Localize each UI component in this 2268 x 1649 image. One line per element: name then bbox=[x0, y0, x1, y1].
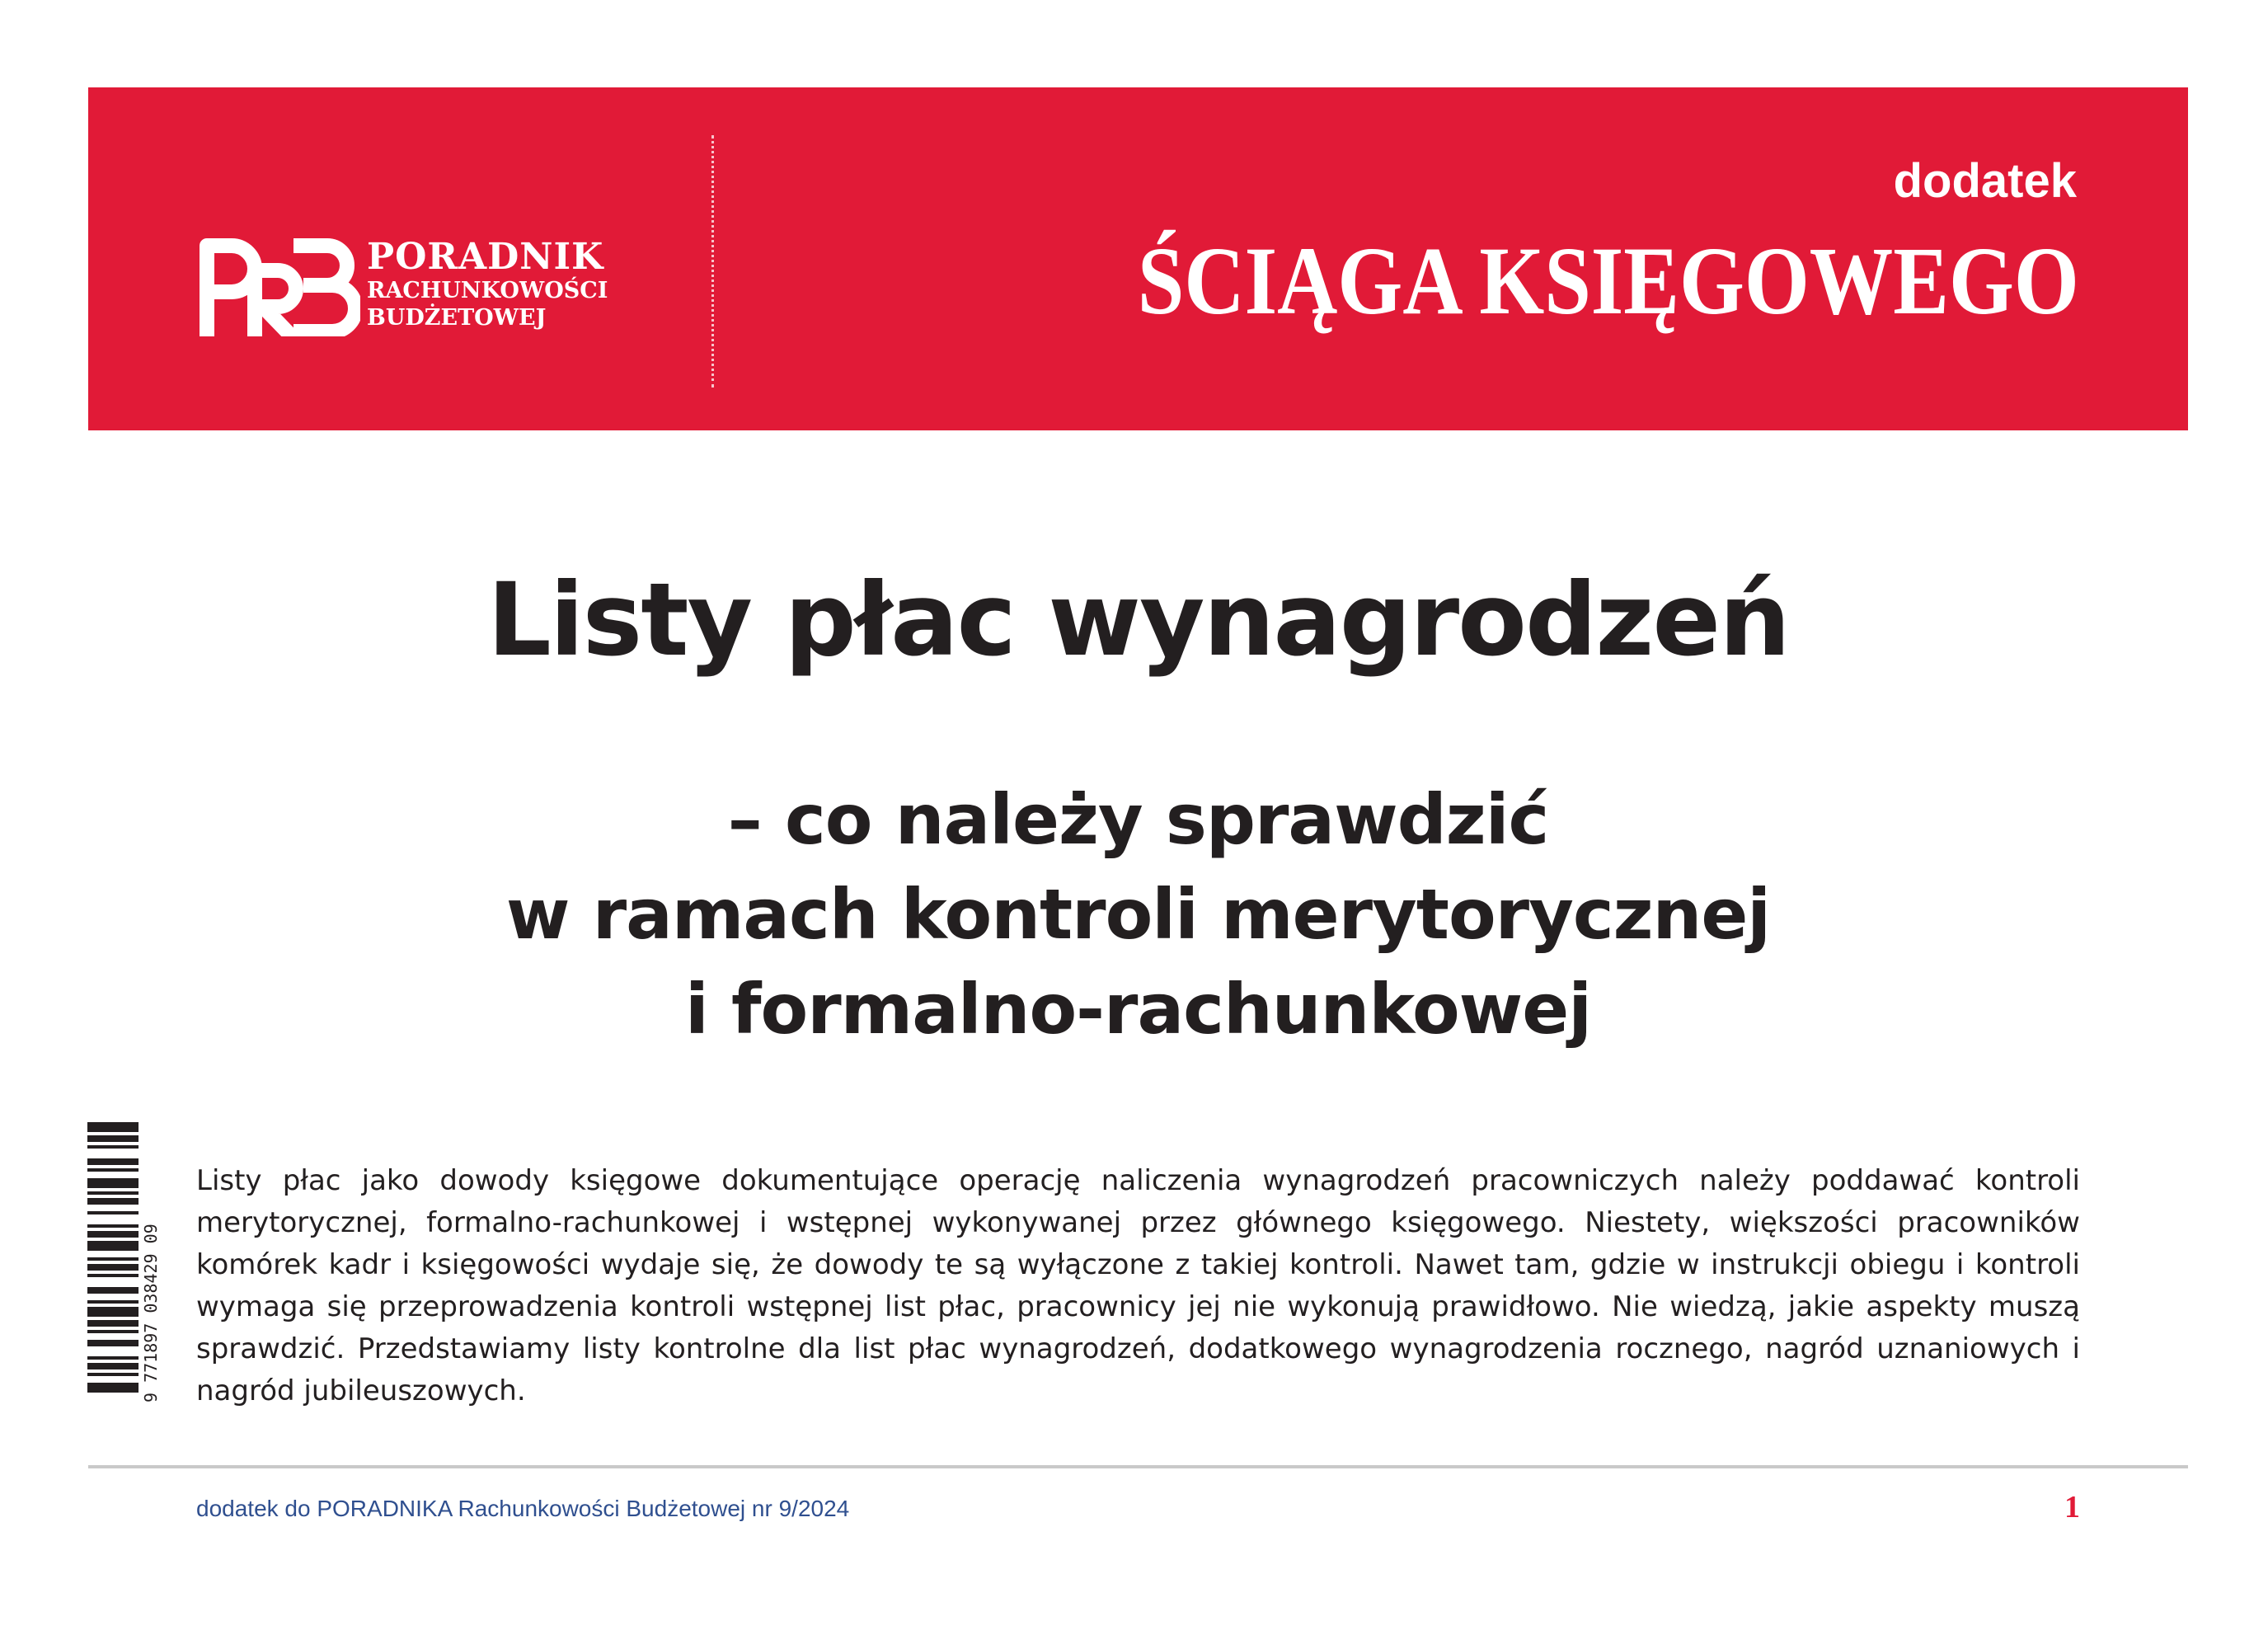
barcode-bar bbox=[87, 1340, 139, 1346]
barcode-bar bbox=[87, 1224, 139, 1228]
header-banner bbox=[88, 87, 2188, 430]
barcode-bar bbox=[87, 1191, 139, 1195]
headline-sub-2: w ramach kontroli merytorycznej bbox=[505, 874, 1771, 955]
logo-line-poradnik: PORADNIK bbox=[367, 236, 604, 278]
barcode-bar bbox=[87, 1383, 139, 1393]
page-number: 1 bbox=[2064, 1490, 2080, 1525]
supplement-label: dodatek bbox=[1893, 154, 2077, 208]
barcode-digits: 9 771897 038429 09 bbox=[141, 1224, 161, 1402]
barcode-bar bbox=[87, 1178, 139, 1188]
barcode-bar bbox=[87, 1300, 139, 1304]
logo-wordmark bbox=[367, 237, 608, 331]
barcode-bar bbox=[87, 1320, 139, 1327]
prb-logo-icon bbox=[195, 237, 360, 336]
logo-line-rachunkowosci: RACHUNKOWOŚCI bbox=[367, 278, 608, 303]
barcode-bar bbox=[87, 1356, 139, 1360]
barcode-bar bbox=[87, 1307, 139, 1317]
intro-paragraph: Listy płac jako dowody księgowe dokumentujące operację naliczenia wynagrodzeń pracowniczych należy poddawać kontroli merytorycznej, formalno-rachunkowej i wstępnej wykonywanej przez głównego księgowego. Niestety, większości pracowników komórek kadr i księgowości wydaje się, że dowody te są wyłączone z takiej kontroli. Nawet tam, gdzie w instrukcji obiegu i kontroli wymaga się przeprowadzenia kontroli wstępnej list płac, pracownicy jej nie wykonują prawidłowo. Nie wiedzą, jakie aspekty muszą sprawdzić. Przedstawiamy listy kontrolne dla list płac wynagrodzeń, dodatkowego wynagrodzenia rocznego, nagród uznaniowych i nagród jubileuszowych. bbox=[196, 1164, 2080, 1407]
barcode-bar bbox=[87, 1168, 139, 1172]
barcode-icon bbox=[84, 1119, 163, 1409]
barcode-bar bbox=[87, 1264, 139, 1271]
issn-barcode bbox=[84, 1119, 163, 1409]
barcode-bar bbox=[87, 1198, 139, 1205]
footer-publication: dodatek do PORADNIKA Rachunkowości Budżetowej nr 9/2024 bbox=[196, 1496, 850, 1521]
barcode-bar bbox=[87, 1135, 139, 1142]
barcode-bar bbox=[87, 1145, 139, 1149]
logo-line-budzetowej: BUDŻETOWEJ bbox=[367, 305, 547, 331]
footer-rule bbox=[88, 1465, 2188, 1468]
headline-sub-1: – co należy sprawdzić bbox=[727, 779, 1549, 860]
headline-main: Listy płac wynagrodzeń bbox=[487, 561, 1789, 679]
barcode-bar bbox=[87, 1330, 139, 1333]
barcode-bar bbox=[87, 1287, 139, 1294]
barcode-bar bbox=[87, 1122, 139, 1132]
barcode-bar bbox=[87, 1363, 139, 1369]
barcode-bar bbox=[87, 1373, 139, 1376]
barcode-bar bbox=[87, 1241, 139, 1251]
banner-divider bbox=[711, 135, 714, 388]
publisher-logo bbox=[195, 237, 690, 336]
barcode-bar bbox=[87, 1211, 139, 1214]
supplement-title: ŚCIĄGA KSIĘGOWEGO bbox=[1138, 227, 2079, 335]
headline-sub-3: i formalno-rachunkowej bbox=[684, 969, 1592, 1050]
barcode-bar bbox=[87, 1274, 139, 1277]
barcode-bar bbox=[87, 1231, 139, 1238]
barcode-bar bbox=[87, 1257, 139, 1261]
barcode-bar bbox=[87, 1158, 139, 1165]
